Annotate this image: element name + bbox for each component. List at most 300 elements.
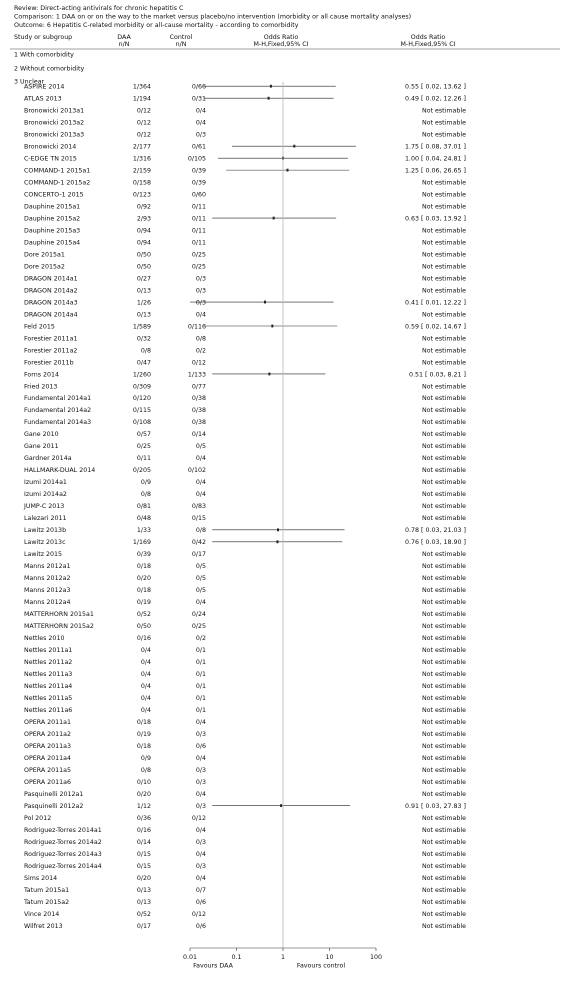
table-row [24, 311, 466, 318]
control-events: 0/11 [191, 227, 206, 235]
daa-events: 0/27 [136, 275, 151, 283]
table-row [24, 851, 466, 858]
study-name: Tatum 2015a2 [24, 898, 70, 906]
study-name: Fried 2013 [24, 383, 58, 391]
control-events: 0/3 [195, 299, 206, 307]
control-events: 0/1 [195, 706, 206, 714]
study-name: DRAGON 2014a3 [24, 299, 78, 307]
outcome-title: Outcome: 6 Hepatitis C-related morbidity or all-cause mortality - according to comorbidity [14, 22, 299, 29]
daa-events: 0/9 [140, 754, 151, 762]
study-name: Nettles 2011a3 [24, 671, 73, 679]
daa-events: 0/205 [132, 467, 151, 475]
study-name: Rodriguez-Torres 2014a4 [24, 862, 102, 870]
table-row [24, 167, 466, 174]
control-events: 0/42 [191, 539, 206, 547]
review-title: Review: Direct-acting antivirals for chronic hepatitis C [14, 5, 184, 12]
daa-events: 0/4 [140, 706, 151, 714]
control-events: 0/38 [191, 395, 206, 403]
control-events: 0/1 [195, 647, 206, 655]
study-name: Nettles 2011a6 [24, 706, 73, 714]
study-name: Fundamental 2014a3 [24, 419, 92, 427]
control-events: 0/5 [195, 575, 206, 583]
daa-events: 0/94 [136, 239, 151, 247]
study-name: Dore 2015a1 [24, 251, 65, 259]
control-events: 0/3 [195, 862, 206, 870]
table-row [24, 239, 466, 246]
odds-ratio-text: 0.51 [ 0.03, 8.21 ] [409, 371, 466, 379]
study-name: Forestier 2011a1 [24, 335, 78, 343]
control-events: 0/4 [195, 479, 206, 487]
control-events: 0/3 [195, 287, 206, 295]
table-row [24, 923, 466, 930]
control-events: 0/66 [191, 83, 206, 91]
control-events: 0/4 [195, 311, 206, 319]
comparison-title: Comparison: 1 DAA on or on the way to the market versus placebo/no intervention (morbidity or all cause mortality analyses) [14, 13, 412, 21]
odds-ratio-text: Not estimable [421, 766, 466, 774]
study-name: Fundamental 2014a2 [24, 407, 92, 415]
odds-ratio-text: Not estimable [421, 335, 466, 343]
odds-ratio-text: Not estimable [421, 395, 466, 403]
control-events: 0/39 [191, 179, 206, 187]
table-row [24, 827, 466, 834]
table-row [24, 527, 466, 534]
control-events: 0/116 [187, 323, 206, 331]
daa-events: 0/15 [136, 850, 151, 858]
odds-ratio-text: Not estimable [421, 203, 466, 211]
odds-ratio-text: Not estimable [421, 107, 466, 115]
study-name: Manns 2012a4 [24, 599, 71, 607]
table-row [24, 383, 466, 390]
study-name: Rodriguez-Torres 2014a3 [24, 850, 102, 858]
study-name: Nettles 2011a4 [24, 683, 73, 690]
odds-ratio-text: Not estimable [421, 898, 466, 906]
x-tick-label: 0.01 [182, 954, 198, 961]
daa-events: 0/52 [136, 611, 151, 619]
study-name: Pol 2012 [24, 814, 52, 822]
x-tick-label: 0.1 [231, 954, 242, 961]
odds-ratio-text: 0.76 [ 0.03, 18.90 ] [405, 539, 466, 547]
table-row [24, 671, 466, 678]
control-events: 0/8 [195, 527, 206, 535]
control-events: 0/102 [187, 467, 206, 475]
study-name: Lawitz 2013b [24, 527, 67, 535]
table-row [24, 455, 466, 462]
control-events: 0/38 [191, 407, 206, 415]
daa-events: 0/92 [136, 203, 151, 211]
point-estimate [271, 325, 273, 328]
control-events: 0/3 [195, 766, 206, 774]
daa-events: 0/39 [136, 551, 151, 559]
daa-events: 0/115 [132, 407, 151, 415]
study-name: Lawitz 2013c [24, 539, 66, 547]
odds-ratio-text: Not estimable [421, 191, 466, 199]
control-events: 1/133 [187, 371, 206, 379]
study-name: Bronowicki 2013a3 [24, 131, 85, 139]
control-events: 0/2 [195, 347, 206, 355]
daa-events: 0/18 [136, 718, 151, 726]
odds-ratio-text: 0.55 [ 0.02, 13.62 ] [405, 83, 466, 91]
point-estimate [280, 804, 282, 807]
daa-events: 0/50 [136, 623, 151, 631]
odds-ratio-text: Not estimable [421, 862, 466, 870]
odds-ratio-text: Not estimable [421, 563, 466, 571]
control-events: 0/5 [195, 443, 206, 451]
table-row [24, 395, 466, 402]
table-row [24, 479, 466, 486]
odds-ratio-text: Not estimable [421, 659, 466, 667]
odds-ratio-text: Not estimable [421, 671, 466, 679]
study-name: Forns 2014 [24, 371, 60, 379]
study-name: ASPIRE 2014 [24, 83, 65, 91]
odds-ratio-text: 1.25 [ 0.06, 26.65 ] [405, 167, 466, 175]
control-events: 0/4 [195, 754, 206, 762]
daa-events: 0/48 [136, 515, 151, 523]
odds-ratio-text: Not estimable [421, 383, 466, 391]
daa-events: 0/32 [136, 335, 151, 343]
study-name: JUMP-C 2013 [24, 503, 65, 511]
control-events: 0/77 [191, 383, 206, 391]
table-row [24, 263, 466, 270]
daa-events: 0/81 [136, 503, 151, 511]
table-row [24, 803, 466, 810]
daa-events: 0/52 [136, 910, 151, 918]
study-name: Bronowicki 2014 [24, 143, 77, 151]
daa-events: 0/20 [136, 575, 151, 583]
control-events: 0/4 [195, 491, 206, 499]
control-events: 0/12 [191, 359, 206, 367]
subgroup-heading: 1 With comorbidity [14, 51, 74, 59]
study-name: DRAGON 2014a2 [24, 287, 78, 295]
odds-ratio-text: Not estimable [421, 287, 466, 295]
table-row [24, 695, 466, 702]
daa-events: 1/12 [136, 802, 151, 810]
table-row [24, 563, 466, 570]
study-name: OPERA 2011a3 [24, 742, 72, 750]
x-axis [183, 82, 382, 961]
control-events: 0/4 [195, 455, 206, 463]
favours-control-label: Favours control [296, 962, 346, 970]
table-row [24, 623, 466, 630]
control-events: 0/3 [195, 838, 206, 846]
odds-ratio-text: Not estimable [421, 790, 466, 798]
daa-events: 0/13 [136, 287, 151, 295]
table-row [24, 515, 466, 522]
plot-column-subheader: M-H,Fixed,95% CI [253, 41, 309, 48]
control-events: 0/11 [191, 215, 206, 223]
plot-column-header: Odds Ratio [263, 34, 299, 41]
table-row [24, 707, 466, 714]
control-events: 0/25 [191, 251, 206, 259]
table-row [24, 635, 466, 642]
study-name: Izumi 2014a1 [24, 479, 67, 487]
odds-ratio-text: Not estimable [421, 311, 466, 319]
daa-events: 1/364 [132, 83, 151, 91]
daa-events: 0/4 [140, 683, 151, 690]
control-events: 0/4 [195, 790, 206, 798]
control-events: 0/25 [191, 263, 206, 271]
odds-ratio-text: Not estimable [421, 778, 466, 786]
table-row [24, 95, 466, 102]
study-name: Forestier 2011b [24, 359, 74, 367]
study-name: Manns 2012a2 [24, 575, 71, 583]
daa-events: 0/18 [136, 563, 151, 571]
point-estimate [287, 169, 289, 172]
odds-ratio-text: Not estimable [421, 359, 466, 367]
table-row [24, 419, 466, 426]
study-name: Dauphine 2015a1 [24, 203, 81, 211]
daa-events: 1/33 [136, 527, 151, 535]
control-events: 0/7 [195, 886, 206, 894]
daa-events: 0/8 [140, 766, 151, 774]
odds-ratio-text: Not estimable [421, 503, 466, 511]
study-name: Feld 2015 [24, 323, 55, 331]
table-row [24, 443, 466, 450]
table-row [24, 299, 466, 306]
study-column-header: Study or subgroup [14, 34, 73, 41]
study-name: HALLMARK-DUAL 2014 [24, 467, 96, 475]
control-events: 0/83 [191, 503, 206, 511]
study-name: DRAGON 2014a1 [24, 275, 78, 283]
study-name: C-EDGE TN 2015 [24, 155, 77, 163]
odds-ratio-text: Not estimable [421, 119, 466, 127]
favours-daa-label: Favours DAA [193, 962, 233, 970]
study-name: Izumi 2014a2 [24, 491, 67, 499]
table-row [24, 731, 466, 738]
point-estimate [276, 540, 278, 543]
table-row [24, 647, 466, 654]
daa-events: 0/94 [136, 227, 151, 235]
table-row [24, 407, 466, 414]
daa-events: 0/120 [132, 395, 151, 403]
odds-ratio-text: 0.49 [ 0.02, 12.26 ] [405, 95, 466, 103]
daa-events: 2/159 [132, 167, 151, 175]
ratio-column-subheader: M-H,Fixed,95% CI [400, 41, 456, 48]
study-name: COMMAND-1 2015a1 [24, 167, 91, 175]
table-row [24, 191, 466, 198]
daa-events: 0/13 [136, 311, 151, 319]
odds-ratio-text: Not estimable [421, 131, 466, 139]
study-name: OPERA 2011a2 [24, 730, 72, 738]
daa-events: 0/4 [140, 647, 151, 655]
study-name: Dauphine 2015a4 [24, 239, 81, 247]
point-estimate [277, 528, 279, 531]
control-events: 0/39 [191, 167, 206, 175]
x-tick-label: 10 [325, 954, 334, 961]
odds-ratio-text: Not estimable [421, 647, 466, 655]
table-row [24, 371, 466, 378]
study-name: Lalezari 2011 [24, 515, 67, 523]
study-name: Bronowicki 2013a2 [24, 119, 85, 127]
control-events: 0/105 [187, 155, 206, 163]
study-name: Dore 2015a2 [24, 263, 65, 271]
odds-ratio-text: Not estimable [421, 263, 466, 271]
study-name: Dauphine 2015a3 [24, 227, 81, 235]
study-name: Vince 2014 [24, 910, 60, 918]
odds-ratio-text: Not estimable [421, 431, 466, 439]
odds-ratio-text: Not estimable [421, 730, 466, 738]
study-name: Rodriguez-Torres 2014a2 [24, 838, 102, 846]
control-column-subheader: n/N [175, 41, 187, 48]
daa-column-header: DAA [117, 34, 131, 41]
daa-events: 0/4 [140, 671, 151, 679]
point-estimate [273, 217, 275, 220]
study-name: OPERA 2011a6 [24, 778, 72, 786]
odds-ratio-text: Not estimable [421, 227, 466, 235]
table-row [24, 155, 466, 162]
table-row [23, 899, 466, 906]
study-name: COMMAND-1 2015a2 [24, 179, 91, 187]
daa-events: 0/20 [136, 790, 151, 798]
table-row [24, 323, 466, 330]
table-row [24, 119, 466, 126]
daa-events: 0/10 [136, 778, 151, 786]
study-name: Nettles 2011a5 [24, 694, 73, 702]
control-events: 0/6 [195, 922, 206, 930]
control-events: 0/3 [195, 778, 206, 786]
daa-events: 1/194 [132, 95, 151, 103]
odds-ratio-text: Not estimable [421, 922, 466, 930]
daa-events: 0/50 [136, 263, 151, 271]
study-name: Lawitz 2015 [24, 551, 63, 559]
daa-events: 0/4 [140, 659, 151, 667]
study-name: Nettles 2011a2 [24, 659, 73, 667]
daa-events: 0/14 [136, 838, 151, 846]
control-events: 0/3 [195, 131, 206, 139]
control-events: 0/4 [195, 599, 206, 607]
table-row [24, 287, 466, 294]
control-events: 0/1 [195, 683, 206, 690]
daa-events: 0/16 [136, 826, 151, 834]
study-name: Gane 2010 [24, 431, 59, 439]
odds-ratio-text: Not estimable [421, 407, 466, 415]
odds-ratio-text: Not estimable [421, 467, 466, 475]
control-events: 0/60 [191, 191, 206, 199]
control-events: 0/1 [195, 671, 206, 679]
subgroup-heading: 2 Without comorbidity [14, 65, 85, 73]
control-column-header: Control [169, 34, 193, 41]
point-estimate [268, 373, 270, 376]
odds-ratio-text: Not estimable [421, 838, 466, 846]
table-row [23, 503, 466, 510]
odds-ratio-text: Not estimable [421, 587, 466, 595]
daa-events: 0/19 [136, 730, 151, 738]
odds-ratio-text: Not estimable [421, 718, 466, 726]
control-events: 0/1 [195, 659, 206, 667]
x-tick-label: 1 [280, 954, 286, 961]
study-name: Tatum 2015a1 [24, 886, 70, 894]
study-name: Pasquinelli 2012a1 [24, 790, 84, 798]
table-row [24, 683, 466, 690]
daa-column-subheader: n/N [118, 41, 130, 48]
daa-events: 0/12 [136, 131, 151, 139]
control-events: 0/38 [191, 419, 206, 427]
table-row [24, 335, 466, 342]
daa-events: 0/47 [136, 359, 151, 367]
study-name: Manns 2012a3 [24, 587, 71, 595]
odds-ratio-text: Not estimable [421, 491, 466, 499]
control-events: 0/17 [191, 551, 206, 559]
odds-ratio-text: Not estimable [421, 850, 466, 858]
table-row [24, 755, 466, 762]
odds-ratio-text: Not estimable [421, 742, 466, 750]
daa-events: 1/260 [132, 371, 151, 379]
table-row [24, 587, 466, 594]
daa-events: 0/4 [140, 694, 151, 702]
odds-ratio-text: Not estimable [421, 874, 466, 882]
table-row [24, 551, 466, 558]
odds-ratio-text: Not estimable [421, 419, 466, 427]
odds-ratio-text: Not estimable [421, 635, 466, 643]
table-row [24, 359, 466, 366]
control-events: 0/1 [195, 694, 206, 702]
odds-ratio-text: 0.59 [ 0.02, 14.67 ] [405, 323, 466, 331]
table-row [24, 719, 466, 726]
daa-events: 0/158 [132, 179, 151, 187]
table-row [24, 539, 466, 546]
control-events: 0/61 [191, 143, 206, 151]
table-row [24, 275, 466, 282]
study-name: Pasquinelli 2012a2 [24, 802, 84, 810]
daa-events: 0/309 [132, 383, 151, 391]
study-name: Manns 2012a1 [24, 563, 71, 571]
table-row [24, 251, 466, 258]
table-row [24, 839, 466, 846]
study-name: Wilfret 2013 [24, 922, 63, 930]
odds-ratio-text: 1.75 [ 0.08, 37.01 ] [405, 143, 466, 151]
study-name: OPERA 2011a4 [24, 754, 72, 762]
control-events: 0/4 [195, 850, 206, 858]
study-name: Dauphine 2015a2 [24, 215, 81, 223]
study-name: Bronowicki 2013a1 [24, 107, 85, 115]
daa-events: 0/8 [140, 347, 151, 355]
control-events: 0/4 [195, 119, 206, 127]
odds-ratio-text: Not estimable [421, 479, 466, 487]
table-row [24, 179, 466, 186]
point-estimate [270, 85, 272, 88]
table-row [24, 575, 466, 582]
odds-ratio-text: 0.41 [ 0.01, 12.22 ] [405, 299, 466, 307]
table-row [24, 779, 466, 786]
control-events: 0/4 [195, 107, 206, 115]
point-estimate [264, 301, 266, 304]
odds-ratio-text: 1.00 [ 0.04, 24.81 ] [405, 155, 466, 163]
odds-ratio-text: Not estimable [421, 599, 466, 607]
daa-events: 2/93 [136, 215, 151, 223]
control-events: 0/3 [195, 275, 206, 283]
daa-events: 0/19 [136, 599, 151, 607]
table-row [24, 143, 466, 150]
daa-events: 0/9 [140, 479, 151, 487]
control-events: 0/12 [191, 814, 206, 822]
control-events: 0/11 [191, 239, 206, 247]
table-row [24, 743, 466, 750]
control-events: 0/4 [195, 874, 206, 882]
control-events: 0/6 [195, 742, 206, 750]
daa-events: 0/12 [136, 107, 151, 115]
daa-events: 0/17 [136, 922, 151, 930]
odds-ratio-text: Not estimable [421, 814, 466, 822]
table-row [24, 767, 466, 774]
odds-ratio-text: Not estimable [421, 443, 466, 451]
study-name: MATTERHORN 2015a1 [24, 611, 94, 619]
study-name: DRAGON 2014a4 [24, 311, 78, 319]
daa-events: 0/50 [136, 251, 151, 259]
study-name: ATLAS 2013 [24, 95, 62, 103]
control-events: 0/3 [195, 802, 206, 810]
study-name: Fundamental 2014a1 [24, 395, 92, 403]
control-events: 0/8 [195, 335, 206, 343]
table-row [24, 131, 466, 138]
